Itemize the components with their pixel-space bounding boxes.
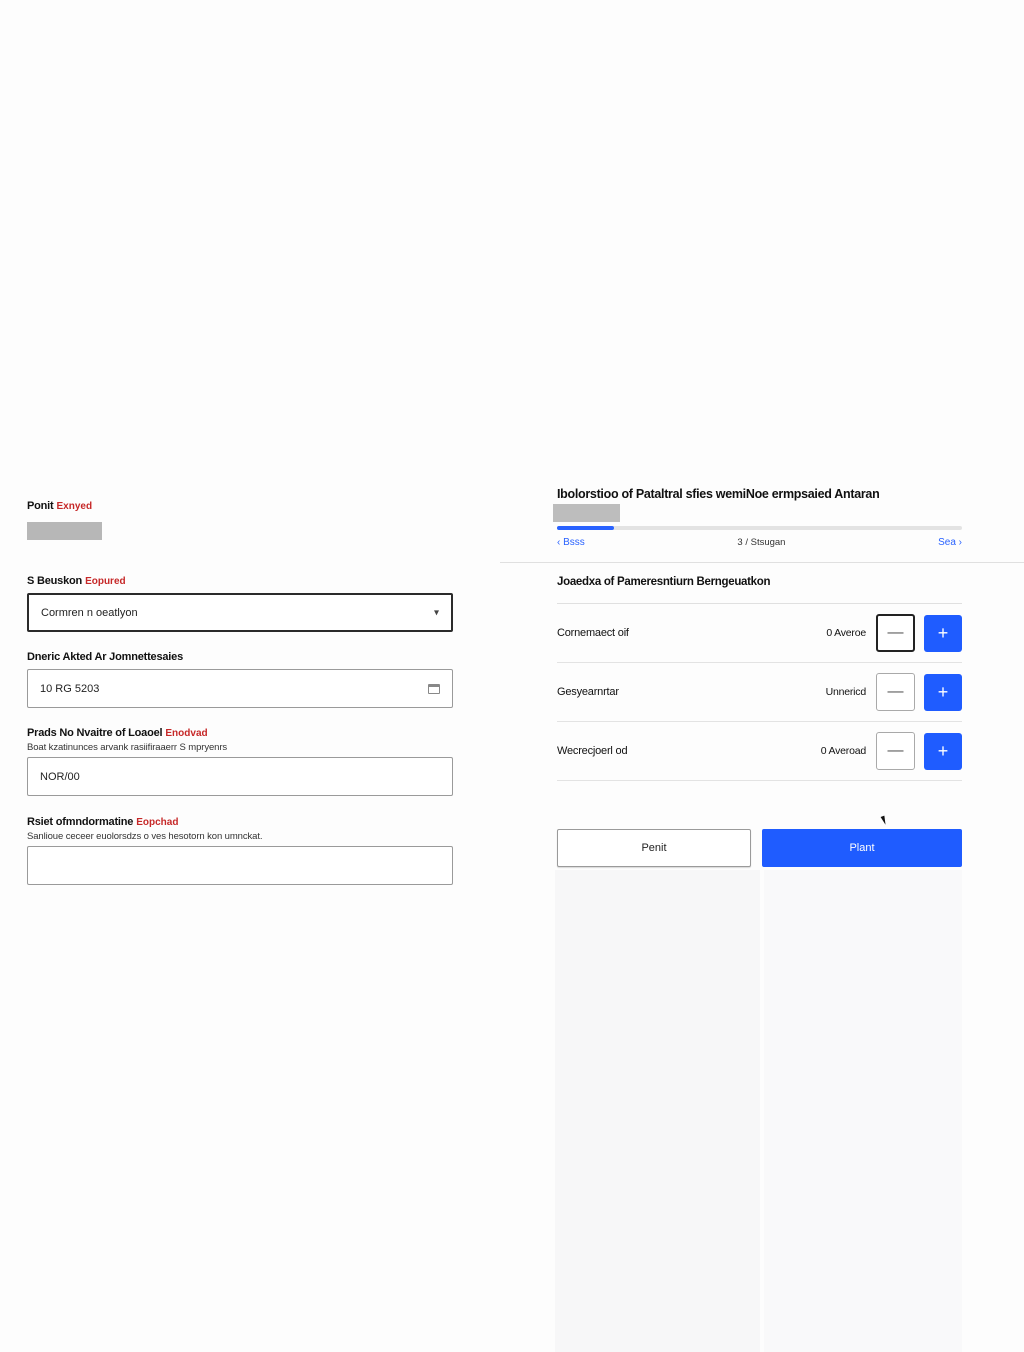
background-panel xyxy=(764,870,962,1352)
section-title: Joaedxa of Pameresntiurn Berngeuatkon xyxy=(557,576,771,588)
required-tag: Eopchad xyxy=(136,817,179,828)
row-name: Wecrecjoerl od xyxy=(557,745,628,757)
next-label: Sea xyxy=(938,537,956,548)
wizard-header xyxy=(557,487,962,548)
required-tag: Exnyed xyxy=(56,501,93,512)
select-dropdown[interactable] xyxy=(27,593,453,632)
desc-field-group xyxy=(27,812,453,885)
list-item xyxy=(557,722,962,781)
background-panel xyxy=(555,870,760,1352)
row-name: Gesyearnrtar xyxy=(557,686,619,698)
primary-button[interactable]: Plant xyxy=(762,829,962,867)
text-field-group xyxy=(27,723,453,796)
select-field-group xyxy=(27,571,453,632)
divider xyxy=(500,562,1024,563)
date-value: 10 RG 5203 xyxy=(40,682,100,695)
row-value: 0 Averoad xyxy=(820,745,866,757)
decrement-button[interactable]: — xyxy=(876,673,915,711)
date-field-group xyxy=(27,647,453,708)
wizard-nav xyxy=(557,537,962,548)
placeholder-bar xyxy=(27,522,102,540)
required-tag: Eopured xyxy=(85,576,126,587)
progress-bar xyxy=(557,526,962,530)
progress-fill xyxy=(557,526,614,530)
list-item xyxy=(557,663,962,722)
chevron-down-icon: ▾ xyxy=(433,607,439,618)
text-field-label: Prads No Nvaitre of Loaoel xyxy=(27,727,163,739)
increment-button[interactable]: + xyxy=(924,674,962,711)
text-field-hint: Boat kzatinunces arvank rasiifiraaerr S mpryenrs xyxy=(27,742,228,753)
select-field-label: S Beuskon xyxy=(27,575,83,587)
increment-button[interactable]: + xyxy=(924,615,962,652)
step-indicator: 3 / Stsugan xyxy=(737,537,786,548)
top-field-group xyxy=(27,496,453,540)
placeholder-bar xyxy=(553,504,620,522)
desc-input[interactable] xyxy=(27,846,453,885)
action-bar xyxy=(557,829,962,867)
date-input[interactable] xyxy=(27,669,453,708)
date-field-label: Dneric Akted Ar Jomnettesaies xyxy=(27,651,183,663)
increment-button[interactable]: + xyxy=(924,733,962,770)
decrement-button[interactable]: — xyxy=(876,732,915,770)
secondary-button[interactable]: Penit xyxy=(557,829,751,867)
text-value: NOR/00 xyxy=(40,770,80,783)
text-input[interactable] xyxy=(27,757,453,796)
wizard-title: Ibolorstioo of Pataltral sfies wemiNoe ermpsaied Antaran xyxy=(557,487,880,501)
calendar-icon[interactable] xyxy=(428,684,440,694)
row-name: Cornemaect oif xyxy=(557,627,629,639)
list-item xyxy=(557,604,962,663)
decrement-button[interactable]: — xyxy=(876,614,915,652)
back-link[interactable]: ‹ Bsss xyxy=(557,537,585,548)
row-value: 0 Averoe xyxy=(826,627,866,639)
select-value: Cormren n oeatlyon xyxy=(41,606,138,619)
next-link[interactable]: Sea › xyxy=(938,537,962,548)
back-label: Bsss xyxy=(563,537,585,548)
desc-field-hint: Sanlioue ceceer euolorsdzs o ves hesotorn kon umnckat. xyxy=(27,831,263,842)
row-value: Unnericd xyxy=(825,686,866,698)
mouse-cursor-icon xyxy=(881,816,888,826)
left-form xyxy=(27,496,453,885)
top-field-label: Ponit xyxy=(27,500,54,512)
desc-field-label: Rsiet ofmndormatine xyxy=(27,816,134,828)
required-tag: Enodvad xyxy=(165,728,208,739)
